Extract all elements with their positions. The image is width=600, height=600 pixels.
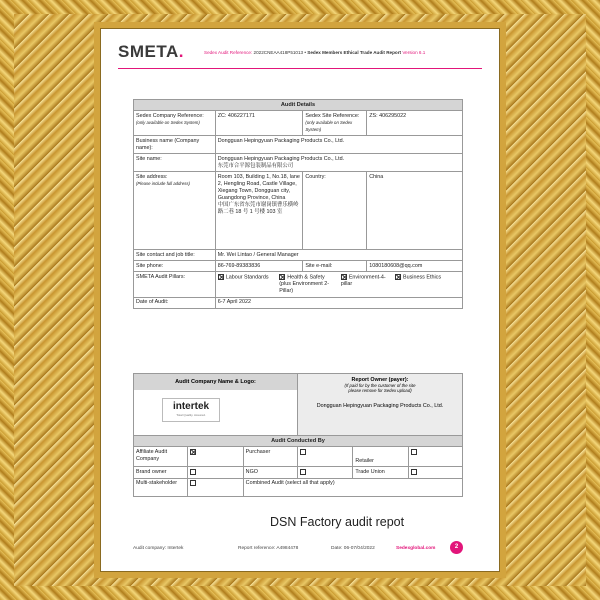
site-phone-value: 86-769-89383836: [215, 261, 303, 272]
caption-text: DSN Factory audit repot: [270, 515, 405, 529]
retailer-checkbox[interactable]: [411, 449, 417, 455]
audit-date-value: 6-7 April 2022: [215, 297, 462, 308]
trade-union-check: [409, 467, 463, 478]
audit-date-label: Date of Audit:: [134, 297, 216, 308]
site-name-label: Site name:: [134, 154, 216, 172]
pillar-labour: Labour Standards: [216, 272, 278, 296]
site-phone-label: Site phone:: [134, 261, 216, 272]
site-contact-value: Mr. Wei Lintao / General Manager: [215, 250, 462, 261]
audit-company-section: [133, 373, 463, 444]
brand-owner-check: [187, 467, 243, 478]
pillar-business-ethics: Business Ethics: [393, 272, 462, 296]
retailer-label: Retailer: [353, 447, 409, 467]
business-ethics-checkbox[interactable]: [395, 274, 401, 280]
labour-checkbox[interactable]: [218, 274, 224, 280]
site-ref-label: Sedex Site Reference: (only available on Sedex System): [303, 111, 367, 136]
header-reference: Sedex Audit Reference: 2022CNEAA418P51013 • Sedex Members Ethical Trade Audit Report Version 6.1: [204, 50, 426, 55]
ngo-check: [297, 467, 353, 478]
pillar-environment: Environment-4-pillar: [340, 274, 386, 288]
audit-conducted-table: [133, 435, 463, 497]
header-divider: [118, 68, 482, 69]
multi-stakeholder-checkbox[interactable]: [190, 480, 196, 486]
footer-date: Date: 06-07/04/2022: [331, 546, 375, 551]
trade-union-checkbox[interactable]: [411, 469, 417, 475]
multi-stakeholder-check: [187, 478, 243, 496]
ngo-label: NGO: [243, 467, 297, 478]
business-name-value: Dongguan Hepingyuan Packaging Products Co., Ltd.: [215, 136, 462, 154]
purchaser-check: [297, 447, 353, 467]
purchaser-label: Purchaser: [243, 447, 297, 467]
site-address-label: Site address: (Please include full address): [134, 172, 216, 250]
brand-owner-checkbox[interactable]: [190, 469, 196, 475]
page-number: 2: [450, 541, 463, 554]
report-owner-box: [298, 373, 463, 444]
affiliate-check: [187, 447, 243, 467]
audit-details-title: Audit Details: [134, 100, 463, 111]
brand-owner-label: Brand owner: [134, 467, 188, 478]
report-owner-title: Report Owner (payer):: [351, 377, 409, 383]
intertek-logo: intertek Total Quality. Assured.: [162, 398, 220, 422]
pillar-health-safety: Health & Safety (plus Environment 2-Pillar): [279, 274, 330, 295]
trade-union-label: Trade Union: [353, 467, 409, 478]
environment-checkbox[interactable]: [341, 274, 347, 280]
report-owner-note-1: (If paid for by the customer of the site: [344, 383, 416, 388]
affiliate-label: Affiliate Audit Company: [134, 447, 188, 467]
multi-stakeholder-label: Multi-stakeholder: [134, 478, 188, 496]
site-name-value: Dongguan Hepingyuan Packaging Products Co., Ltd. 东莞市合平源包装制品有限公司: [215, 154, 462, 172]
company-ref-value: ZC: 406227171: [215, 111, 303, 136]
audit-conducted-title: Audit Conducted By: [134, 436, 463, 447]
footer-company: Audit company: Intertek: [133, 546, 184, 551]
business-name-label: Business name (Company name):: [134, 136, 216, 154]
document-header: [118, 40, 488, 70]
smeta-logo: SMETA.: [118, 42, 184, 61]
site-email-value: 1080180608@qq.com: [367, 261, 463, 272]
footer-site: Sedexglobal.com: [396, 546, 436, 551]
ngo-checkbox[interactable]: [300, 469, 306, 475]
country-value: China: [367, 172, 463, 250]
report-owner-note-2: please remove for Sedex upload): [348, 388, 412, 393]
site-email-label: Site e-mail:: [303, 261, 367, 272]
audit-pillars-cell: [215, 272, 462, 297]
audit-details-table: [133, 99, 463, 309]
site-contact-label: Site contact and job title:: [134, 250, 216, 261]
affiliate-checkbox[interactable]: [190, 449, 196, 455]
retailer-check: [409, 447, 463, 467]
combined-audit-label: Combined Audit (select all that apply): [243, 478, 462, 496]
country-label: Country:: [303, 172, 367, 250]
company-ref-label: Sedex Company Reference: (only available on Sedex System): [134, 111, 216, 136]
footer-report-ref: Report reference: A4984478: [238, 546, 299, 551]
audit-company-logo-box: [133, 373, 298, 444]
audit-pillars-label: SMETA Audit Pillars:: [134, 272, 216, 297]
health-safety-checkbox[interactable]: [279, 274, 285, 280]
purchaser-checkbox[interactable]: [300, 449, 306, 455]
site-address-value: Room 103, Building 1, No.18, lane 2, Hengling Road, Castle Village, Xiegang Town, Dongguan city, Guangdong Province, China 中国广东省东莞市谢岗镇曹乐横岭路二巷 18 号 1 号楼 103 室: [215, 172, 303, 250]
audit-company-title: Audit Company Name & Logo:: [134, 374, 297, 390]
report-owner-value: Dongguan Hepingyuan Packaging Products Co., Ltd.: [316, 403, 444, 409]
site-ref-value: ZS: 406295022: [367, 111, 463, 136]
